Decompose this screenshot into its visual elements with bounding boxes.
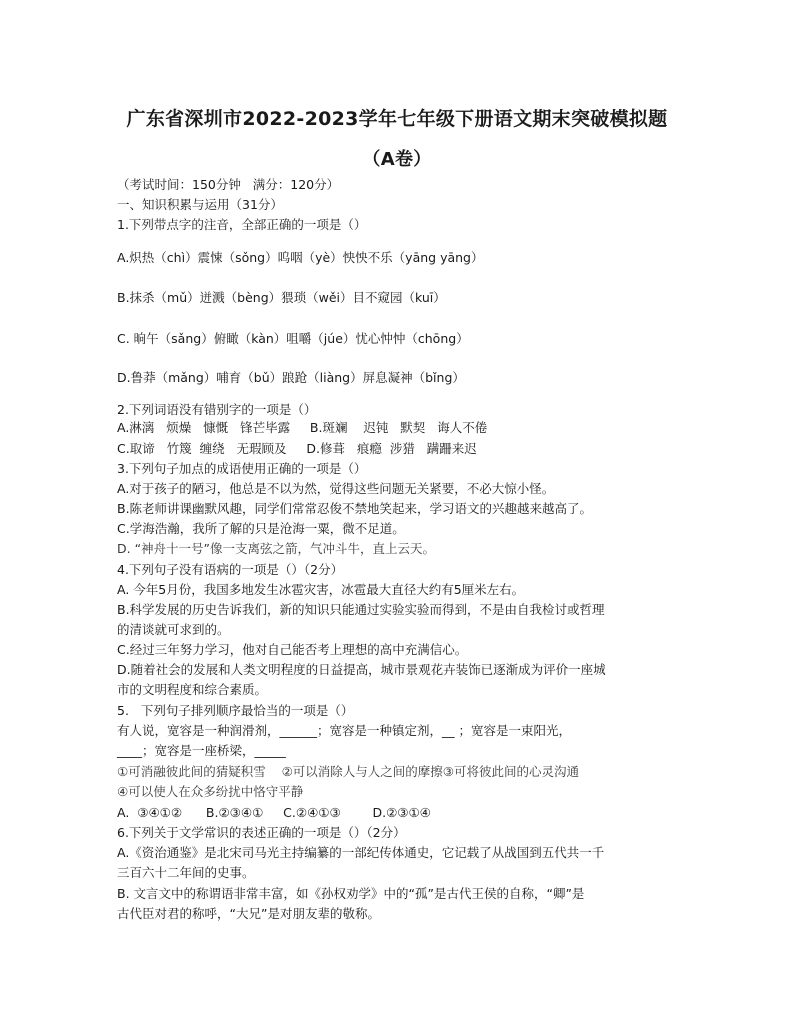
question-4-stem: 4.下列句子没有语病的一项是（）（2分） [117, 562, 344, 577]
question-3-stem: 3.下列句子加点的成语使用正确的一项是（） [117, 461, 367, 476]
section-heading: 一、知识积累与运用（31分） [117, 197, 283, 212]
question-2-stem: 2.下列词语没有错别字的一项是（） [117, 402, 317, 417]
question-1-option-a: A.炽热（chì）震悚（sǒng）呜咽（yè）怏怏不乐（yāng yāng） [117, 250, 484, 265]
question-2-options-line-2: C.取谛 竹篾 缠绕 无瑕顾及 D.修葺 痕瘾 涉猎 蹒跚来迟 [117, 441, 477, 456]
question-1-option-d: D.鲁莽（mǎng）哺育（bǔ）踉跄（liàng）屏息凝神（bǐng） [117, 370, 465, 385]
question-5-choices-line-1: ①可消融彼此间的猜疑积雪 ②可以消除人与人之间的摩擦③可将彼此间的心灵沟通 [117, 764, 580, 779]
question-4-option-d-line-2: 市的文明程度和综合素质。 [117, 682, 268, 697]
document-title: 广东省深圳市2022-2023学年七年级下册语文期末突破模拟题 [126, 108, 668, 130]
question-3-option-a: A.对于孩子的陋习，他总是不以为然，觉得这些问题无关紧要，不必大惊小怪。 [117, 481, 555, 496]
question-4-option-c: C.经过三年努力学习，他对自己能否考上理想的高中充满信心。 [117, 642, 468, 657]
question-5-stem: 5. 下列句子排列顺序最恰当的一项是（） [117, 703, 354, 718]
question-6-option-a-line-2: 三百六十二年间的史事。 [117, 865, 255, 880]
question-3-option-b: B.陈老师讲课幽默风趣，同学们常常忍俊不禁地笑起来，学习语文的兴趣越来越高了。 [117, 501, 593, 516]
question-4-option-b-line-2: 的清谈就可求到的。 [117, 622, 230, 637]
question-5-text-line-2: ____；宽容是一座桥梁，_____ [117, 743, 286, 758]
question-6-option-b-line-1: B. 文言文中的称谓语非常丰富，如《孙权劝学》中的“孤”是古代王侯的自称，“卿”是 [117, 886, 585, 901]
question-5-choices-line-2: ④可以使人在众多纷扰中恪守平静 [117, 784, 304, 799]
question-1-stem: 1.下列带点字的注音，全部正确的一项是（） [117, 217, 367, 232]
question-6-option-b-line-2: 古代臣对君的称呼，“大兄”是对朋友辈的敬称。 [117, 906, 380, 921]
question-3-option-d: D. “神舟十一号”像一支离弦之箭，气冲斗牛，直上云天。 [117, 541, 436, 556]
question-6-option-a-line-1: A.《资治通鉴》是北宋司马光主持编纂的一部纪传体通史，它记载了从战国到五代共一千 [117, 845, 605, 860]
question-1-option-b: B.抹杀（mǔ）迸溅（bèng）猥琐（wěi）目不窥园（kuī） [117, 290, 446, 305]
question-3-option-c: C.学海浩瀚，我所了解的只是沧海一粟，微不足道。 [117, 521, 405, 536]
question-5-text-line-1: 有人说，宽容是一种润滑剂，______；宽容是一种镇定剂，__ ；宽容是一束阳光， [117, 723, 571, 738]
question-5-options: A. ③④①② B.②③④① C.②④①③ D.②③①④ [117, 805, 431, 820]
document-subtitle: （A卷） [362, 149, 432, 170]
question-4-option-b-line-1: B.科学发展的历史告诉我们，新的知识只能通过实验实验而得到，不是由自我检讨或哲理 [117, 602, 605, 617]
exam-info: （考试时间：150分钟 满分：120分） [117, 177, 340, 192]
question-1-option-c: C. 晌午（sǎng）俯瞰（kàn）咀嚼（júe）忧心忡忡（chōng） [117, 331, 469, 346]
question-2-options-line-1: A.淋漓 烦燥 慷慨 锋芒毕露 B.斑斓 迟钝 默契 诲人不倦 [117, 420, 488, 435]
question-6-stem: 6.下列关于文学常识的表述正确的一项是（）（2分） [117, 825, 406, 840]
question-4-option-a: A. 今年5月份，我国多地发生冰雹灾害，冰雹最大直径大约有5厘米左右。 [117, 582, 525, 597]
question-4-option-d-line-1: D.随着社会的发展和人类文明程度的日益提高，城市景观花卉装饰已逐渐成为评价一座城 [117, 662, 606, 677]
